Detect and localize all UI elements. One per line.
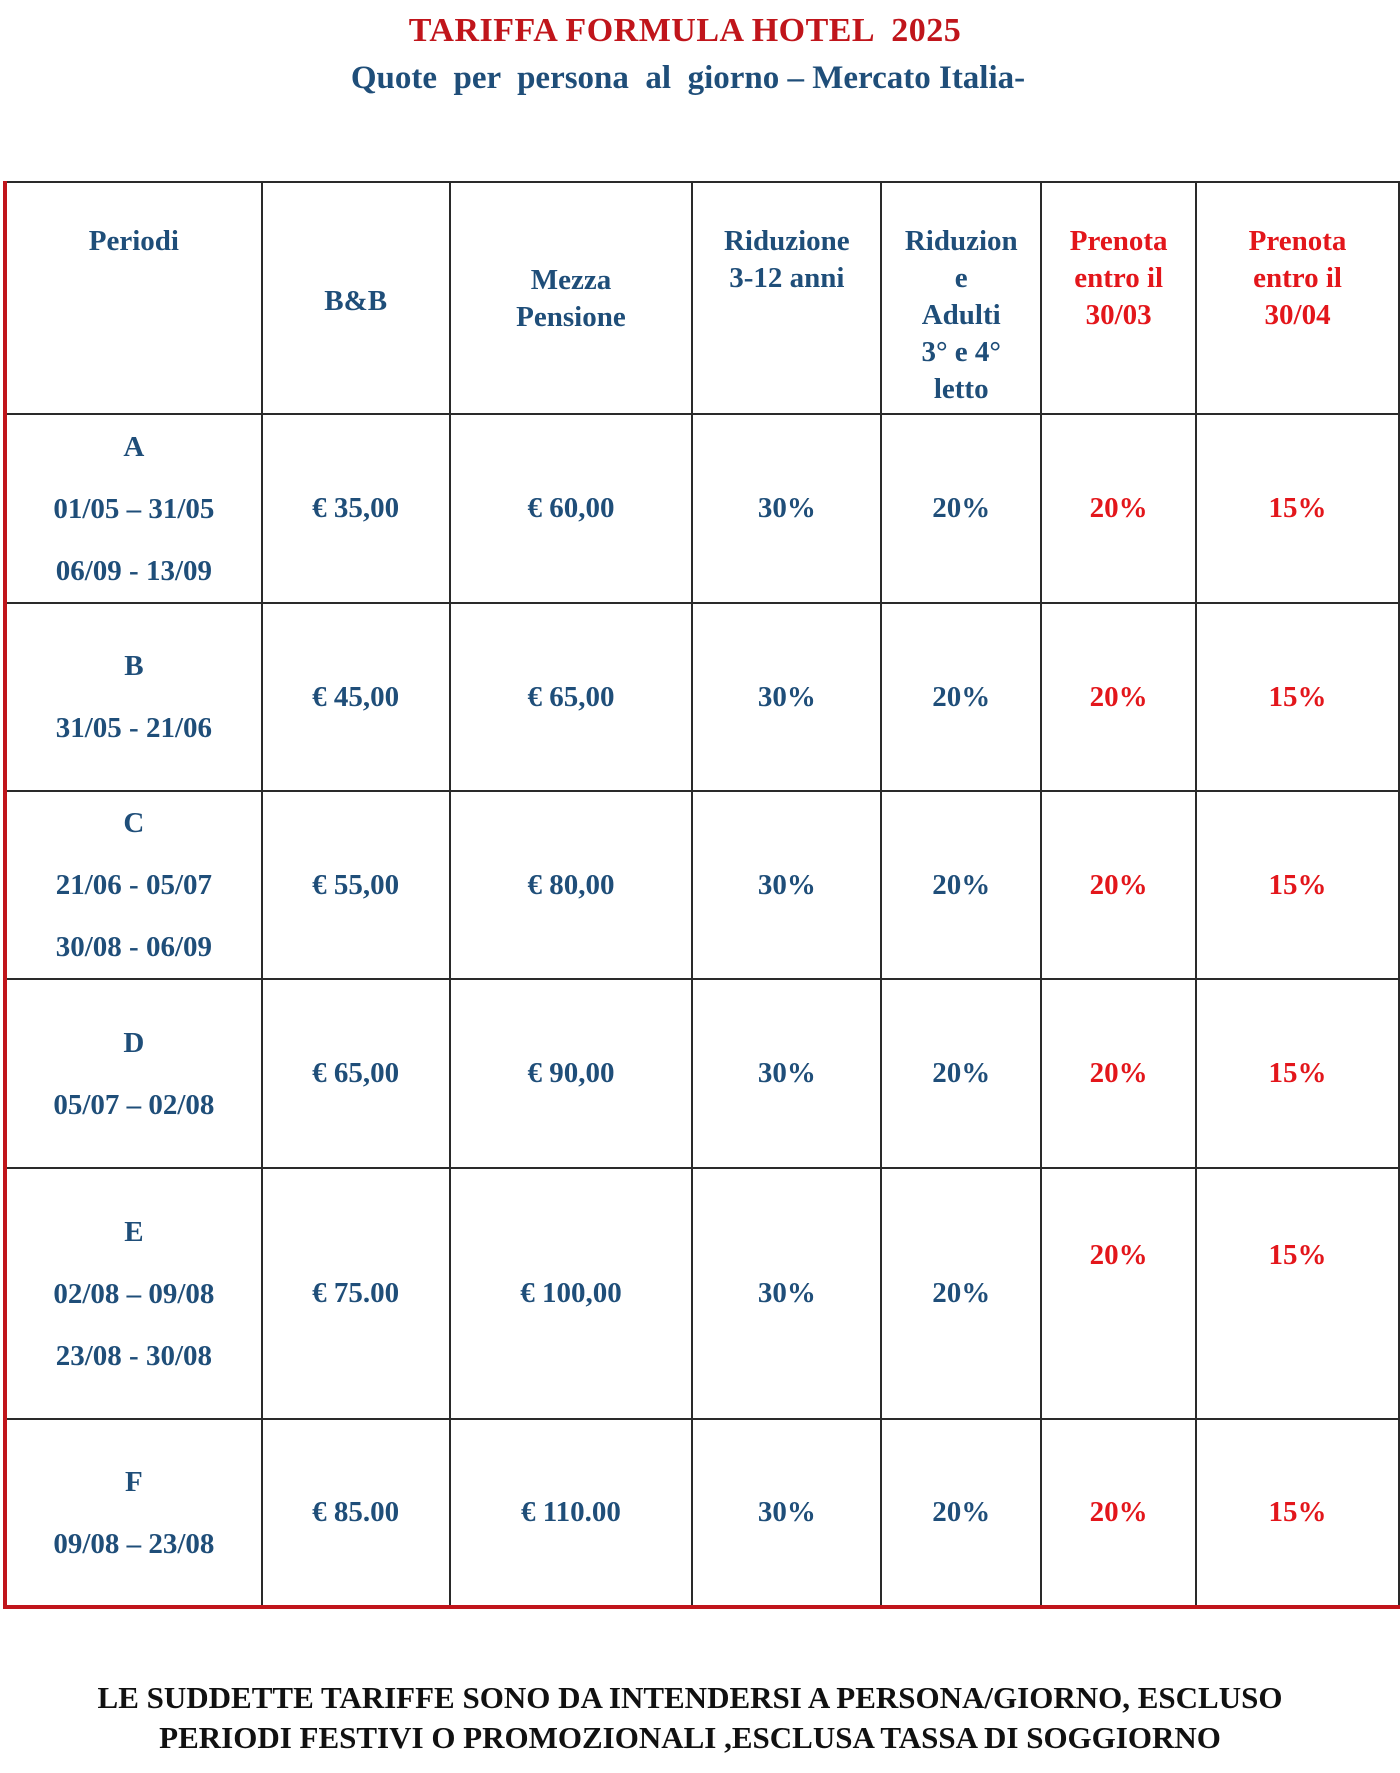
header-bb: B&B bbox=[262, 182, 450, 414]
prenota-30-03-cell: 20% bbox=[1041, 603, 1196, 791]
table-body bbox=[5, 414, 1399, 1607]
period-cell bbox=[5, 1168, 262, 1419]
period-dates: 02/08 – 09/08 bbox=[53, 1277, 215, 1310]
footer-line-1: LE SUDDETTE TARIFFE SONO DA INTENDERSI A PERSONA/GIORNO, ESCLUSO bbox=[97, 1680, 1283, 1715]
riduzione-bambini-cell: 30% bbox=[692, 1419, 881, 1607]
bb-price-cell: € 55,00 bbox=[262, 791, 450, 979]
bb-price-cell: € 65,00 bbox=[262, 979, 450, 1168]
table-row bbox=[5, 791, 1399, 979]
table-row bbox=[5, 979, 1399, 1168]
mezza-pensione-price-cell: € 100,00 bbox=[450, 1168, 693, 1419]
header-mezza-pensione: Mezza Pensione bbox=[450, 182, 693, 414]
table-row bbox=[5, 414, 1399, 603]
page-title: TARIFFA FORMULA HOTEL 2025 bbox=[408, 12, 962, 49]
period-dates: 31/05 - 21/06 bbox=[55, 712, 213, 744]
header-prenota-30-04: Prenota entro il 30/04 bbox=[1196, 182, 1399, 414]
mezza-pensione-price-cell: € 60,00 bbox=[450, 414, 693, 603]
riduzione-adulti-cell: 20% bbox=[881, 979, 1041, 1168]
riduzione-bambini-cell: 30% bbox=[692, 603, 881, 791]
period-cell bbox=[5, 603, 262, 791]
prenota-30-03-cell: 20% bbox=[1041, 1168, 1196, 1419]
prenota-30-03-cell: 20% bbox=[1041, 979, 1196, 1168]
bb-price-cell: € 35,00 bbox=[262, 414, 450, 603]
prenota-30-04-cell: 15% bbox=[1196, 1419, 1399, 1607]
bb-price-cell: € 75.00 bbox=[262, 1168, 450, 1419]
period-dates: 05/07 – 02/08 bbox=[53, 1088, 215, 1121]
prenota-30-04-cell: 15% bbox=[1196, 791, 1399, 979]
riduzione-adulti-cell: 20% bbox=[881, 414, 1041, 603]
riduzione-bambini-cell: 30% bbox=[692, 791, 881, 979]
period-cell bbox=[5, 1419, 262, 1607]
period-cell bbox=[5, 414, 262, 603]
period-dates: 09/08 – 23/08 bbox=[53, 1527, 215, 1560]
bb-price-cell: € 45,00 bbox=[262, 603, 450, 791]
period-letter: D bbox=[123, 1026, 145, 1059]
period-letter: C bbox=[123, 807, 145, 839]
table-row bbox=[5, 1168, 1399, 1419]
period-cell bbox=[5, 791, 262, 979]
table-row bbox=[5, 1419, 1399, 1607]
riduzione-adulti-cell: 20% bbox=[881, 1168, 1041, 1419]
prenota-30-04-cell: 15% bbox=[1196, 603, 1399, 791]
riduzione-adulti-cell: 20% bbox=[881, 603, 1041, 791]
period-letter: E bbox=[124, 1215, 144, 1248]
period-letter: B bbox=[124, 650, 144, 682]
mezza-pensione-price-cell: € 110.00 bbox=[450, 1419, 693, 1607]
prenota-30-03-cell: 20% bbox=[1041, 791, 1196, 979]
period-dates: 30/08 - 06/09 bbox=[55, 931, 213, 963]
mezza-pensione-price-cell: € 90,00 bbox=[450, 979, 693, 1168]
period-dates: 06/09 - 13/09 bbox=[55, 554, 213, 587]
riduzione-bambini-cell: 30% bbox=[692, 1168, 881, 1419]
table-header-row bbox=[5, 182, 1399, 414]
footer-note bbox=[0, 1678, 1380, 1758]
riduzione-adulti-cell: 20% bbox=[881, 1419, 1041, 1607]
period-dates: 23/08 - 30/08 bbox=[55, 1339, 213, 1372]
header-prenota-30-03: Prenota entro il 30/03 bbox=[1041, 182, 1196, 414]
footer-line-2: PERIODI FESTIVI O PROMOZIONALI ,ESCLUSA TASSA DI SOGGIORNO bbox=[159, 1720, 1221, 1755]
prenota-30-03-cell: 20% bbox=[1041, 1419, 1196, 1607]
header-riduzione-bambini: Riduzione 3-12 anni bbox=[692, 182, 881, 414]
bb-price-cell: € 85.00 bbox=[262, 1419, 450, 1607]
period-letter: A bbox=[123, 430, 145, 463]
period-dates: 21/06 - 05/07 bbox=[55, 869, 213, 901]
mezza-pensione-price-cell: € 80,00 bbox=[450, 791, 693, 979]
riduzione-bambini-cell: 30% bbox=[692, 414, 881, 603]
table-row bbox=[5, 603, 1399, 791]
period-cell bbox=[5, 979, 262, 1168]
prenota-30-03-cell: 20% bbox=[1041, 414, 1196, 603]
page-subtitle: Quote per persona al giorno – Mercato Italia- bbox=[350, 60, 1026, 96]
header-periodi: Periodi bbox=[5, 182, 262, 414]
rates-table bbox=[3, 181, 1400, 1609]
period-letter: F bbox=[125, 1465, 143, 1498]
period-dates: 01/05 – 31/05 bbox=[53, 492, 215, 525]
prenota-30-04-cell: 15% bbox=[1196, 1168, 1399, 1419]
prenota-30-04-cell: 15% bbox=[1196, 979, 1399, 1168]
header-riduzione-adulti: Riduzion e Adulti 3° e 4° letto bbox=[881, 182, 1041, 414]
prenota-30-04-cell: 15% bbox=[1196, 414, 1399, 603]
mezza-pensione-price-cell: € 65,00 bbox=[450, 603, 693, 791]
riduzione-bambini-cell: 30% bbox=[692, 979, 881, 1168]
riduzione-adulti-cell: 20% bbox=[881, 791, 1041, 979]
